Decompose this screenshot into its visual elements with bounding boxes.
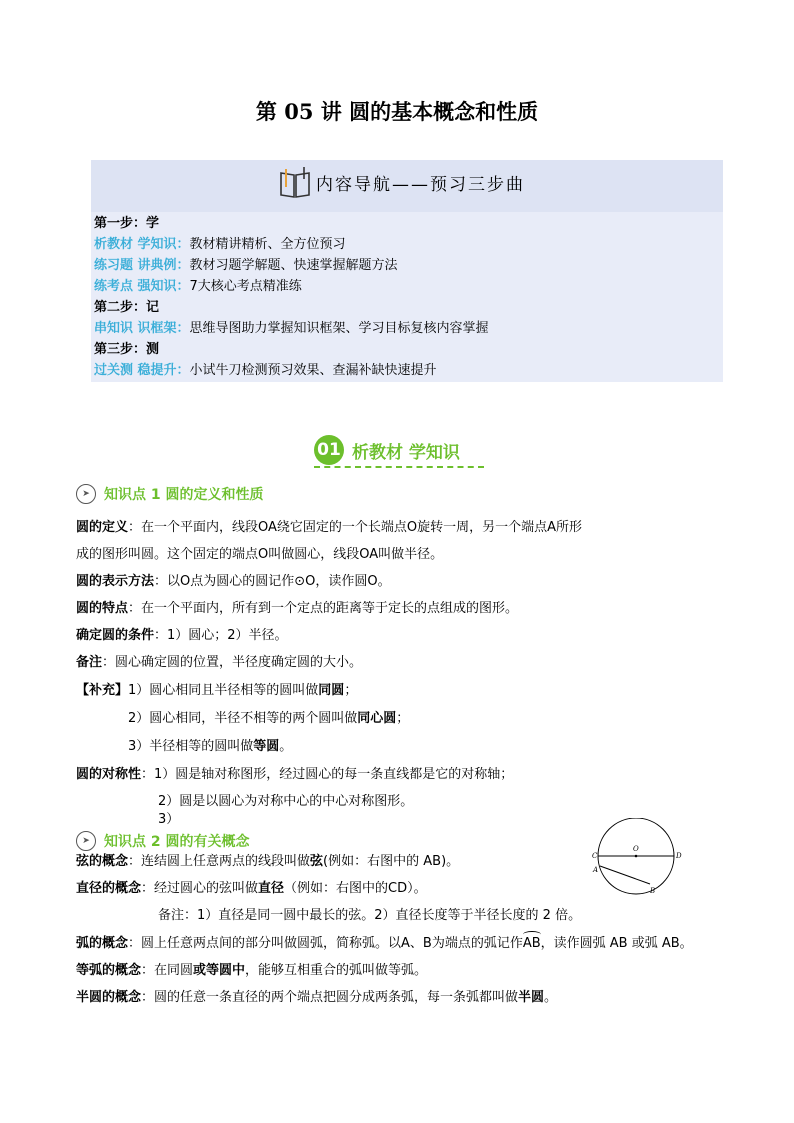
label-b: B bbox=[650, 887, 656, 895]
supplement-line3: 3）半径相等的圆叫做等圆。 bbox=[128, 739, 293, 754]
nav-row: 练考点 强知识：7大核心考点精准练 bbox=[94, 279, 302, 294]
diameter-note: 备注：1）直径是同一圆中最长的弦。2）直径长度等于半径长度的 2 倍。 bbox=[158, 908, 582, 923]
symmetry-line2: 2）圆是以圆心为对称中心的中心对称图形。 bbox=[158, 794, 414, 809]
symmetry-line3: 3） bbox=[158, 812, 180, 827]
supplement-line2: 2）圆心相同，半径不相等的两个圆叫做同心圆； bbox=[128, 711, 410, 726]
circle-figure bbox=[588, 818, 693, 900]
label-c: C bbox=[592, 852, 598, 860]
nav-row: 串知识 识框架：思维导图助力掌握知识框架、学习目标复核内容掌握 bbox=[94, 321, 489, 336]
chevron-right-icon: ➤ bbox=[76, 831, 96, 851]
section-header bbox=[314, 434, 460, 466]
section-underline bbox=[314, 466, 484, 468]
knowledge-point-2-heading: ➤ 知识点 2 圆的有关概念 bbox=[76, 830, 250, 852]
symmetry-line1: 圆的对称性：1）圆是轴对称图形，经过圆心的每一条直线都是它的对称轴； bbox=[76, 767, 514, 782]
section-number-badge: 01 bbox=[314, 435, 344, 465]
label-a: A bbox=[593, 866, 599, 874]
diameter-concept: 直径的概念：经过圆心的弦叫做直径（例如：右图中的CD）。 bbox=[76, 881, 427, 896]
label-o: O bbox=[633, 845, 639, 853]
nav-heading bbox=[278, 164, 525, 200]
knowledge-point-1-heading: ➤ 知识点 1 圆的定义和性质 bbox=[76, 483, 264, 505]
arc-ab-symbol: AB bbox=[523, 934, 541, 954]
book-icon bbox=[278, 165, 312, 199]
semicircle-concept: 半圆的概念：圆的任意一条直径的两个端点把圆分成两条弧，每一条弧都叫做半圆。 bbox=[76, 990, 558, 1005]
nav-row-step2: 第二步：记 bbox=[94, 300, 160, 315]
circle-definition-line1: 圆的定义：在一个平面内，线段OA绕它固定的一个长端点O旋转一周，另一个端点A所形 bbox=[76, 520, 583, 535]
nav-row: 析教材 学知识：教材精讲精析、全方位预习 bbox=[94, 237, 346, 252]
circle-note: 备注：圆心确定圆的位置，半径度确定圆的大小。 bbox=[76, 655, 363, 670]
chevron-right-icon: ➤ bbox=[76, 484, 96, 504]
chord-concept: 弦的概念：连结圆上任意两点的线段叫做弦(例如：右图中的 AB)。 bbox=[76, 854, 460, 869]
nav-row-step1: 第一步：学 bbox=[94, 216, 160, 231]
page-title: 第 05 讲 圆的基本概念和性质 bbox=[255, 99, 539, 124]
label-d: D bbox=[676, 852, 682, 860]
equal-arc-concept: 等弧的概念：在同圆或等圆中，能够互相重合的弧叫做等弧。 bbox=[76, 963, 428, 978]
nav-heading-text: 内容导航——预习三步曲 bbox=[316, 174, 525, 195]
center-point bbox=[635, 855, 638, 858]
circle-definition-line2: 成的图形叫圆。这个固定的端点O叫做圆心，线段OA叫做半径。 bbox=[76, 547, 444, 562]
nav-row: 过关测 稳提升：小试牛刀检测预习效果、查漏补缺快速提升 bbox=[94, 363, 437, 378]
section-title: 析教材 学知识 bbox=[352, 442, 460, 463]
arc-concept: 弧的概念：圆上任意两点间的部分叫做圆弧，简称弧。以A、B为端点的弧记作AB，读作圆弧 AB 或弧 AB。 bbox=[76, 934, 693, 954]
nav-row-step3: 第三步：测 bbox=[94, 342, 160, 357]
supplement-line1: 【补充】1）圆心相同且半径相等的圆叫做同圆； bbox=[76, 683, 358, 698]
circle-condition: 确定圆的条件：1）圆心；2）半径。 bbox=[76, 628, 288, 643]
circle-notation: 圆的表示方法：以O点为圆心的圆记作⊙O，读作圆O。 bbox=[76, 574, 391, 589]
nav-row: 练习题 讲典例：教材习题学解题、快速掌握解题方法 bbox=[94, 258, 398, 273]
circle-feature: 圆的特点：在一个平面内，所有到一个定点的距离等于定长的点组成的图形。 bbox=[76, 601, 519, 616]
